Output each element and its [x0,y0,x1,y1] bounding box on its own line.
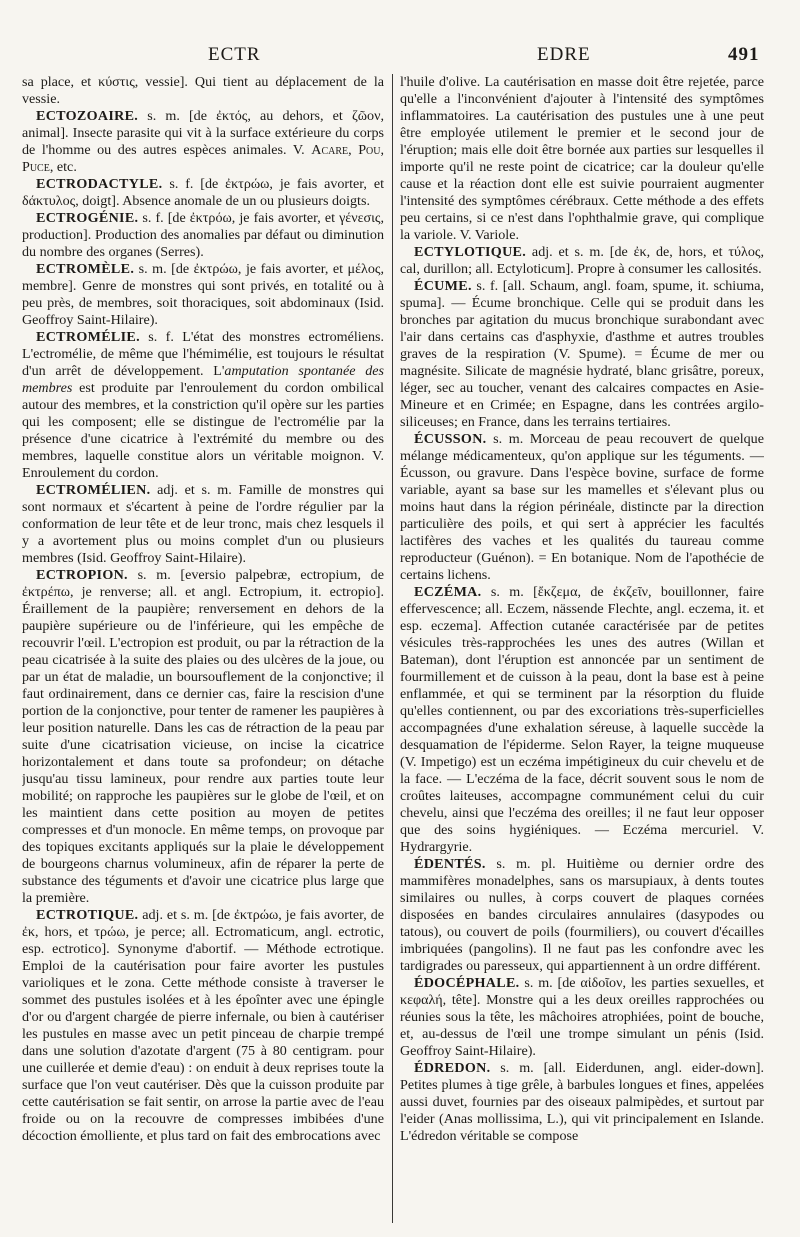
entry [22,176,384,210]
running-head [0,44,800,70]
entry-italic: amputation spontanée des membres [22,363,384,396]
entry-headword: ECTROMÉLIE. [36,329,140,345]
running-head-left: ECTR [208,44,261,65]
page-number: 491 [728,44,760,65]
entry-ref: Acare, Pou, Puce [22,142,384,175]
entry-tail: , etc. [49,159,77,175]
entry [400,431,764,584]
entry [22,907,384,1145]
entry-text: s. m. [eversio palpebræ, ectropium, de ἐκτρέπω, je renverse; all. et angl. Ectropium, it. ectropio]. Éraillement de la paupière; renversement en dehors de la paupière supérieure ou de l'inférieure, qui les empêche de recouvrir l'œil. L'ectropion est produit, ou par la rétraction de la peau cicatrisée à la suite des plaies ou des ulcères de la joue, ou par un état de maladie, un boursouflement de la conjonctive; il faut ordinairement, dans ce dernier cas, faire la rescision d'une portion de la conjonctive, pour tenter de ramener les paupières à leur position naturelle. Dans les cas de rétraction de la peau par suite d'une cicatrisation vicieuse, on incise la cicatrice horizontalement et dans toute sa profondeur; on détache jusqu'au tissu lamineux, pour rendre aux parties toute leur mobilité; on rapproche les paupières sur le globe de l'œil, et on les maintient dans cette position au moyen de petites compresses et d'un monocle. En même temps, on provoque par des topiques excitants appliqués sur la plaie le développement de bourgeons charnus volumineux, afin de réparer la perte de substance des téguments et d'avoir une cicatrice plus large que la première. [22,567,384,906]
entry-text: sa place, et κύστις, vessie]. Qui tient au déplacement de la vessie. [22,74,384,107]
entry-text: l'huile d'olive. La cautérisation en masse doit être rejetée, parce qu'elle a l'inconvénient d'ajouter à l'intensité des symptômes inflammatoires. La cautérisation des pustules une à une peut être employée utilement le premier et le second jour de l'éruption; mais elle doit être bornée aux parties sur lesquelles il importe qu'il ne reste point de cicatrice; car la douleur qu'elle cause et la réaction dont elle est suivie pourraient augmenter l'intensité des symptômes cérébraux. Cette méthode a des effets peu certains, si ce n'est dans l'ophthalmie grave, qui complique la variole. V. Variole. [400,74,764,243]
entry-headword: ECTYLOTIQUE. [414,244,527,260]
entry-headword: ECTRODACTYLE. [36,176,163,192]
entry-headword: ECTROGÉNIE. [36,210,139,226]
entry [400,975,764,1060]
entry-text: s. f. [de ἐκτρώω, je fais avorter, et δάκτυλος, doigt]. Absence anomale de un ou plusieurs doigts. [22,176,384,209]
entry [400,244,764,278]
entry-headword: ECTROMÈLE. [36,261,135,277]
entry-text: s. m. [all. Eiderdunen, angl. eider-down]. Petites plumes à tige grêle, à barbules longues et fines, appelées aussi duvet, fournies par des oiseaux palmipèdes, et surtout par l'eider (Anas mollissima, L.), qui vit principalement en Islande. L'édredon véritable se compose [400,1060,764,1144]
entry-text: s. m. [de ἐκτρώω, je fais avorter, et μέλος, membre]. Genre de monstres qui sont privés, en totalité ou à peu près, de membres, soit thoraciques, soit abdominaux (Isid. Geoffroy Saint-Hilaire). [22,261,384,328]
entry [400,1060,764,1145]
entry-text: s. m. [de ἐκτός, au dehors, et ζῶον, animal]. Insecte parasite qui vit à la surface extérieure du corps de l'homme ou des autres espèces animales. V. [22,108,384,158]
entry-tail: est produite par l'enroulement du cordon ombilical autour des membres, et la constriction qu'il opère sur les parties qui les composent; elle se distingue de l'ectromélie par la présence d'une cicatrice à l'extrémité du membre ou des membres, laquelle constitue alors un véritable moignon. V. Enroulement du cordon. [22,380,384,481]
entry [400,856,764,975]
entry [22,74,384,108]
column-divider [392,74,393,1223]
right-column [400,74,764,1225]
running-head-right: EDRE [537,44,591,65]
left-column [22,74,384,1225]
entry [400,584,764,856]
entry-text: s. m. Morceau de peau recouvert de quelque mélange médicamenteux, qu'on applique sur les téguments. — Écusson, ou gravure. Dans l'espèce bovine, surface de forme variable, ayant sa base sur les mamelles et s'élevant plus ou moins haut dans la région périnéale, distincte par la direction particulière des poils, et qui sert à apprécier les facultés lactifères des vaches et les qualités du taureau comme reproducteur (Guénon). = En botanique. Nom de l'apothécie de certains lichens. [400,431,764,583]
entry-text: s. m. [de αἰδοῖον, les parties sexuelles, et κεφαλή, tête]. Monstre qui a les deux oreilles rapprochées ou réunies sous la tête, les mâchoires atrophiées, point de bouche, et, au-dessus de l'œil une trompe simulant un pénis (Isid. Geoffroy Saint-Hilaire). [400,975,764,1059]
entry-text: adj. et s. m. [de ἐκτρώω, je fais avorter, de ἐκ, hors, et τρώω, je perce; all. Ectromaticum, angl. ectrotic, esp. ectrotico]. Synonyme d'abortif. — Méthode ectrotique. Emploi de la cautérisation pour faire avorter les pustules varioliques et le zona. Cette méthode consiste à traverser le sommet des pustules isolées et à les époînter avec une épingle d'or ou d'argent chargée de pierre infernale, ou bien à cautériser les pustules en masse avec un petit pinceau de charpie trempé dans une solution d'azotate d'argent (75 à 80 centigram. pour une cuillerée et demie d'eau) : on enduit à deux reprises toute la surface que l'on veut cautériser. Dès que la cuisson produite par cette cautérisation se fait sentir, on arrose la partie avec de l'eau froide ou on la recouvre de compresses imbibées d'une décoction émolliente, et plus tard on fait des embrocations avec [22,907,384,1144]
entry-headword: ÉDENTÉS. [414,856,486,872]
entry-text: s. m. [ἔκζεμα, de ἐκζεῖν, bouillonner, faire effervescence; all. Eczem, nässende Flechte, angl. eczema, it. et esp. eczema]. Affection cutanée caractérisée par de petites vésicules très-rapprochées les unes des autres (Willan et Bateman), dont l'éruption est annoncée par un sentiment de fourmillement et de cuisson à la peau, dont la base est à peine enflammée, et qui se terminent par la résorption du fluide qu'elles contiennent, ou par des excoriations très-superficielles accompagnées d'une exhalation séreuse, à laquelle succède la desquamation de l'épiderme. Selon Rayer, la teigne muqueuse (V. Impetigo) est un eczéma impétigineux du cuir chevelu et de la face. — L'eczéma de la face, décrit souvent sous le nom de croûtes laiteuses, accompagne communément celui du cuir chevelu, ainsi que l'eczéma des oreilles; il ne faut leur opposer que des soins hygiéniques. — Eczéma mercuriel. V. Hydrargyrie. [400,584,764,855]
entry [22,329,384,482]
entry [400,278,764,431]
entry-headword: ÉCUSSON. [414,431,487,447]
entry-headword: ECZÉMA. [414,584,482,600]
entry-headword: ÉDOCÉPHALE. [414,975,520,991]
entry-headword: ÉDREDON. [414,1060,491,1076]
entry-headword: ÉCUME. [414,278,472,294]
entry-headword: ECTROTIQUE. [36,907,139,923]
entry-headword: ECTOZOAIRE. [36,108,139,124]
entry-text: adj. et s. m. Famille de monstres qui sont normaux et s'écartent à peine de l'ordre régulier par la conformation de leur tête et de leur tronc, mais chez lesquels il y a avortement plus ou moins complet d'un ou plusieurs membres (Isid. Geoffroy Saint-Hilaire). [22,482,384,566]
entry [22,108,384,176]
entry [400,74,764,244]
entry-text: adj. et s. m. [de ἐκ, de, hors, et τύλος, cal, durillon; all. Ectyloticum]. Propre à consumer les callosités. [400,244,764,277]
entry [22,210,384,261]
entry-headword: ECTROPION. [36,567,128,583]
entry [22,482,384,567]
entry-text: s. f. L'état des monstres ectroméliens. L'ectromélie, de même que l'hémimélie, est toujours le résultat d'un arrêt de développement. L' [22,329,384,379]
entry [22,261,384,329]
entry-text: s. f. [de ἐκτρόω, je fais avorter, et γένεσις, production]. Production des anomalies par défaut ou diminution du nombre des organes (Serres). [22,210,384,260]
entry [22,567,384,907]
entry-text: s. m. pl. Huitième ou dernier ordre des mammifères monadelphes, sans os marsupiaux, à dents toutes similaires ou nulles, à corps couvert de plaques cornées disposées en bandes circulaires annulaires (dasypodes ou tatous), ou couvert de poils (fourmiliers), ou couvert d'écailles imbriquées (pangolins). Il ne faut pas les confondre avec les tardigrades ou paresseux, qui appartiennent à un ordre différent. [400,856,764,974]
entry-headword: ECTROMÉLIEN. [36,482,151,498]
entry-text: s. f. [all. Schaum, angl. foam, spume, it. schiuma, spuma]. — Écume bronchique. Celle qui se produit dans les bronches par agitation du mucus bronchique surabondant avec l'air dans certains cas d'asphyxie, d'asthme et autres troubles graves de la respiration (V. Spume). = Écume de mer ou magnésite. Silicate de magnésie hydraté, blanc grisâtre, poreux, léger, sec au toucher, venant des calcaires compactes en Asie-Mineure et en Crimée; en Espagne, dans les contrées argilo-siliceuses; en France, dans les terrains tertiaires. [400,278,764,430]
